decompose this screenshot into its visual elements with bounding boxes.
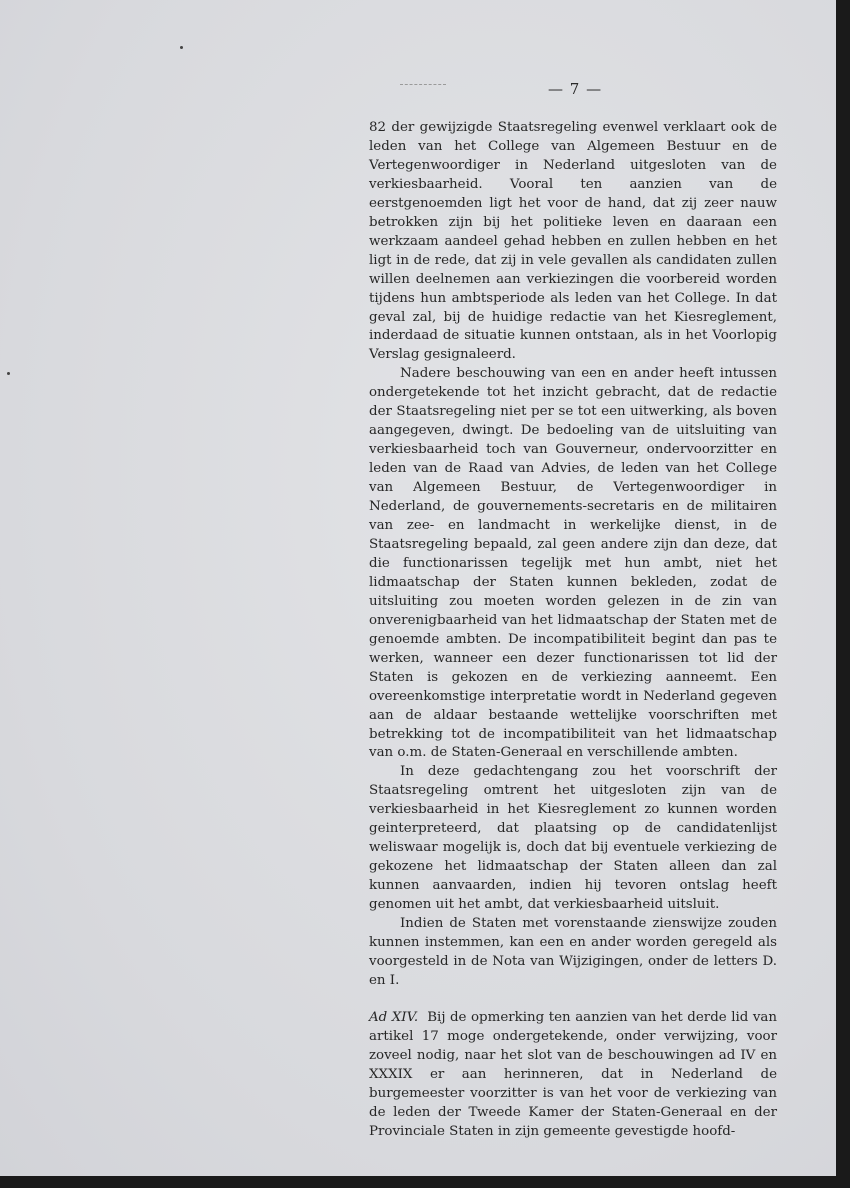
speck-mark <box>7 372 10 375</box>
scan-border-bottom <box>0 1176 850 1188</box>
paragraph: Indien de Staten met vorenstaande zienswijze zouden kunnen instemmen, kan een en ander worden geregeld als voorgesteld in de Nota van Wijzigingen, onder de letters D. en I. <box>369 916 777 988</box>
paragraph: In deze gedachtengang zou het voorschrift der Staatsregeling omtrent het uitgesloten zijn van de verkiesbaarheid in het Kiesreglement zo kunnen worden geinterpreteerd, dat plaatsing op de candidatenlijst weliswaar mogelijk is, doch dat bij eventuele verkiezing de gekozene het lidmaatschap der Staten alleen dan zal kunnen aanvaarden, indien hij tevoren ontslag heeft genomen uit het ambt, dat verkiesbaarheid uitsluit. <box>369 764 777 913</box>
page-number: — 7 — <box>548 80 603 98</box>
scan-border-right <box>836 0 850 1188</box>
speck-mark <box>180 46 183 49</box>
ad-paragraph <box>369 1009 777 1142</box>
ad-label: Ad XIV. <box>369 1009 419 1025</box>
paragraph: 82 der gewijzigde Staatsregeling evenwel verklaart ook de leden van het College van Algemeen Bestuur en de Vertegenwoordiger in Nederland uitgesloten van de verkiesbaarheid. Vooral ten aanzien van de eerstgenoemden ligt het voor de hand, dat zij zeer nauw betrokken zijn bij het politieke leven en daaraan een werkzaam aandeel gehad hebben en zullen hebben en het ligt in de rede, dat zij in vele gevallen als candidaten zullen willen deelnemen aan verkiezingen die voorbereid worden tijdens hun ambtsperiode als leden van het College. In dat geval zal, bij de huidige redactie van het Kiesreglement, inderdaad de situatie kunnen ontstaan, als in het Voorlopig Verslag gesignaleerd. <box>369 120 777 363</box>
ad-text: Bij de opmerking ten aanzien van het derde lid van artikel 17 moge ondergetekende, onder verwijzing, voor zoveel nodig, naar het slot van de beschouwingen ad IV en XXXIX er aan herinneren, dat in Nederland de burgemeester voorzitter is van het voor de verkiezing van de leden der Tweede Kamer der Staten-Generaal en der Provinciale Staten in zijn gemeente gevestigde hoofd- <box>369 1009 778 1139</box>
paragraph: Nadere beschouwing van een en ander heeft intussen ondergetekende tot het inzicht gebracht, dat de redactie der Staatsregeling niet per se tot een uitwerking, als boven aangegeven, dwingt. De bedoeling van de uitsluiting van verkiesbaarheid toch van Gouverneur, ondervoorzitter en leden van de Raad van Advies, de leden van het College van Algemeen Bestuur, de Vertegenwoordiger in Nederland, de gouvernements-secretaris en de militairen van zee- en landmacht in werkelijke dienst, in de Staatsregeling bepaald, zal geen andere zijn dan deze, dat die functionarissen tegelijk met hun ambt, niet het lidmaatschap der Staten kunnen bekleden, zodat de uitsluiting zou moeten worden gelezen in de zin van onverenigbaarheid van het lidmaatschap der Staten met de genoemde ambten. De incompatibiliteit begint dan pas te werken, wanneer een dezer functionarissen tot lid der Staten is gekozen en de verkiezing aanneemt. Een overeenkomstige interpretatie wordt in Nederland gegeven aan de aldaar bestaande wettelijke voorschriften met betrekking tot de incompatibiliteit van het lidmaatschap van o.m. de Staten-Generaal en verschillende ambten. <box>369 366 777 761</box>
faint-mark <box>400 84 446 86</box>
body-text <box>369 119 777 1142</box>
